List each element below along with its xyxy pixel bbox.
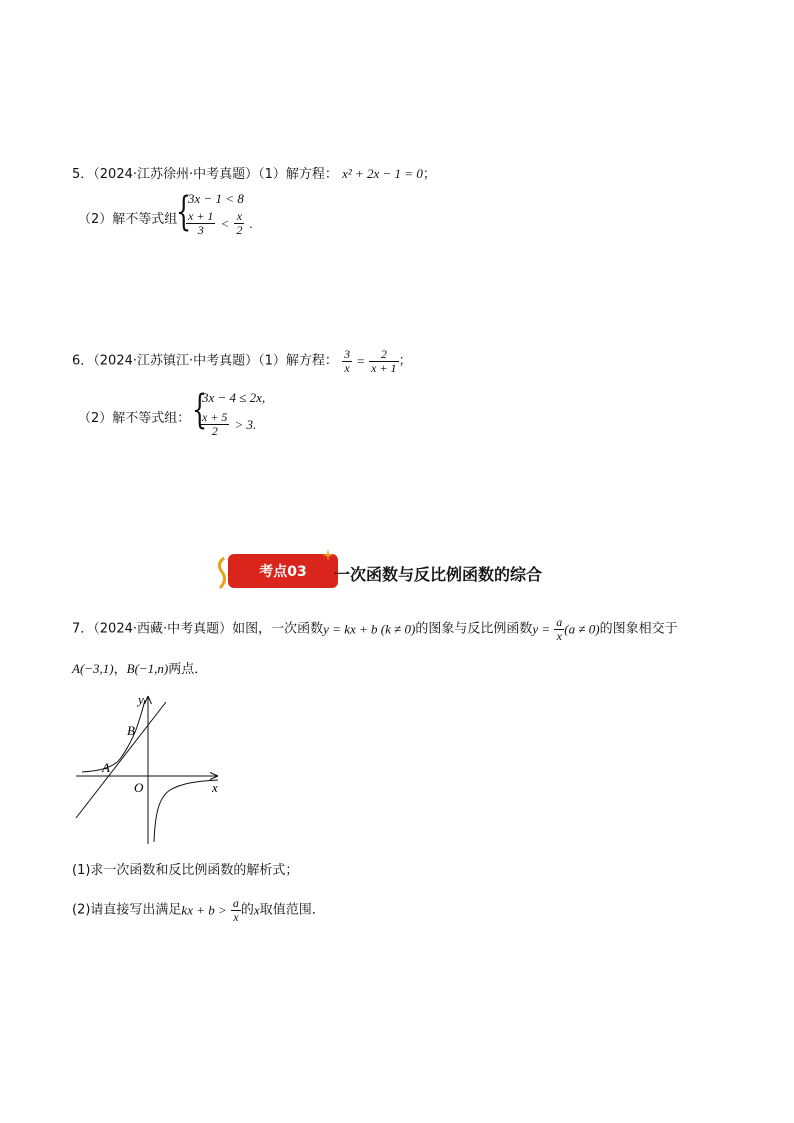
q5-frac2: [234, 210, 244, 237]
q6-brace: {: [192, 387, 208, 433]
q6-line1: [72, 348, 412, 375]
label-y: y: [138, 692, 144, 707]
q5-frac2-num: x: [234, 210, 244, 224]
q5-end: .: [249, 216, 253, 231]
q5-part1-label: （1）解方程：: [258, 167, 338, 182]
q7-frac-den: x: [556, 629, 562, 643]
q7-sub2-expr: kx + b >: [181, 902, 227, 918]
hyperbola-left-branch: [82, 700, 145, 772]
q7-source: （2024·西藏·中考真题）: [93, 621, 233, 637]
q7-frac: [554, 616, 564, 643]
q6-frac2-num: 2: [369, 348, 398, 362]
q7-sub2-a: (2)请直接写出满足: [72, 902, 182, 918]
section-header: [214, 552, 594, 592]
q5-source: （2024·江苏徐州·中考真题）: [93, 167, 259, 182]
q7-sub2: [72, 897, 325, 924]
q5-frac1: [186, 210, 215, 237]
q7-point-b: B(−1,n): [126, 661, 169, 676]
q5-ineq2: [186, 210, 253, 237]
q5-lt: <: [220, 216, 230, 231]
q7-sub2-frac-num: a: [232, 896, 239, 910]
q7-line2: [72, 661, 207, 678]
q7-text-c: 的图象相交于: [599, 621, 678, 637]
q7-text-b: 的图象与反比例函数: [415, 621, 533, 637]
q6-frac2-den: x + 1: [371, 361, 397, 375]
q7-comma: ，: [113, 662, 127, 677]
q7-sub1: (1)求一次函数和反比例函数的解析式；: [72, 863, 299, 878]
q7-point-a: A(−3,1): [72, 661, 114, 676]
label-o: O: [134, 780, 144, 795]
q5-part2-label: （2）解不等式组: [78, 212, 178, 227]
q7-expr-b-left: y =: [532, 621, 551, 637]
q7-sub2-frac-den: x: [233, 910, 239, 924]
q7-sub2-c: 取值范围．: [259, 902, 325, 918]
hyperbola-right-branch: [154, 780, 218, 842]
q5-equation: x² + 2x − 1 = 0: [342, 166, 423, 181]
q5-line1: [72, 166, 436, 183]
q6-frac3-num: x + 5: [202, 410, 228, 424]
linear-function-line: [76, 702, 166, 818]
q6-frac3-den: 2: [211, 424, 218, 438]
q6-frac1-den: x: [344, 361, 350, 375]
q5-frac1-num: x + 1: [188, 209, 214, 223]
q5-number: 5．: [72, 167, 94, 182]
q7-text-d: 两点．: [168, 662, 208, 677]
q5-ineq1: 3x − 1 < 8: [188, 191, 244, 206]
q7-number: 7．: [72, 621, 94, 637]
q7-sub2-b: 的: [240, 902, 254, 918]
q7-frac-num: a: [556, 615, 563, 629]
q7-expr-a: y = kx + b (k ≠ 0): [323, 621, 416, 637]
q6-part1-label: （1）解方程：: [258, 353, 338, 369]
q6-source: （2024·江苏镇江·中考真题）: [93, 353, 259, 369]
q5-frac1-den: 3: [197, 223, 204, 237]
q6-frac2: [369, 348, 398, 375]
label-b: B: [127, 723, 135, 738]
q6-sep: ；: [398, 353, 412, 369]
section-badge: 考点03: [228, 554, 338, 588]
q7-expr-b-right: (a ≠ 0): [564, 621, 600, 637]
q6-frac3: [200, 411, 229, 438]
q7-line1: [72, 616, 678, 643]
q6-ineq2-tail: > 3.: [234, 417, 257, 432]
function-graph: [70, 688, 230, 848]
q6-ineq1: 3x − 4 ≤ 2x,: [202, 390, 266, 405]
q6-eq: =: [356, 353, 365, 369]
q5-frac2-den: 2: [236, 223, 243, 237]
q6-frac1: [342, 348, 352, 375]
q7-text-a: 如图，一次函数: [232, 621, 324, 637]
q5-brace: {: [176, 189, 192, 235]
q6-ineq2: [200, 411, 256, 438]
label-a: A: [102, 760, 110, 775]
q5-sep: ；: [422, 167, 436, 182]
q6-part2-label: （2）解不等式组：: [78, 411, 191, 426]
q6-frac1-num: 3: [344, 347, 351, 361]
q7-sub2-x: x: [253, 902, 260, 918]
label-x: x: [212, 780, 218, 795]
sparkle-icon: [322, 549, 334, 561]
q7-sub2-frac: [231, 897, 241, 924]
q6-number: 6．: [72, 353, 94, 369]
section-title: 一次函数与反比例函数的综合: [334, 565, 543, 584]
